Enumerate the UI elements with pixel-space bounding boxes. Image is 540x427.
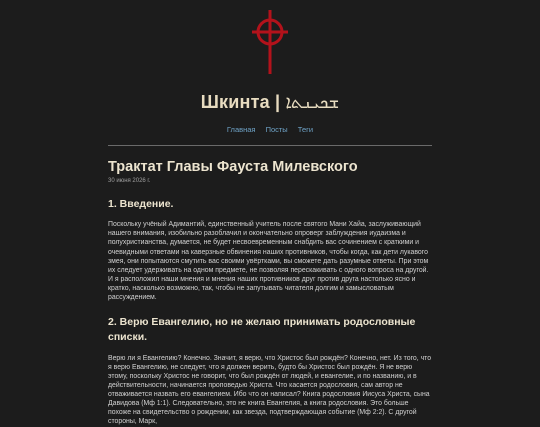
page <box>108 10 432 427</box>
section-text-introduction: Поскольку учёный Адимантий, единственный учитель после святого Мани Хайа, заслуживающий нашего внимания, изобильно разоблачил и окончательно опроверг заблуждения иудаизма и полухристианства, думается, не будет несвоевременным снабдить вас сочинением с краткими и очевидными ответами на каверзные обвинения наших противников, чтобы когда, как дети лукавого змея, они попытаются смутить вас своими увёртками, вы сможете дать разумные ответы. При этом их следует удерживать на одном предмете, не позволяя перескакивать с одного вопроса на другой. И я расположил наши мнения и мнения наших противников друг против друга настолько ясно и кратко, насколько возможно, так, чтобы не запутывать читателя долгим и замысловатым рассуждением. <box>108 221 429 302</box>
section-text-gospel: Верю ли я Евангелию? Конечно. Значит, я верю, что Христос был рождён? Конечно, нет. Из того, что я верю Евангелию, не следует, что я должен верить, будто бы Христос был рождён. Я не верю этому, поскольку Христос не говорит, что был рождён от людей, и евангелие, и по названию, и в действительности, начинается проповедью Христа. Что касается родословия, сам автор не отваживается назвать его евангелием. Ибо что он написал? Книга родословия Иисуса Христа, сына Давидова (Мф 1:1). Следовательно, это не книга Евангелия, а книга родословия. Это больше похоже на свидетельство о рождении, как звезда, подтверждающая событие (Мф 2:2). С другой стороны, Марк, <box>108 354 432 426</box>
nav-link-posts[interactable]: Посты <box>265 125 288 134</box>
site-title-text: Шкинта | <box>200 92 281 112</box>
nav-link-home[interactable]: Главная <box>226 125 256 134</box>
post-title: Трактат Главы Фауста Милевского <box>108 159 358 175</box>
section-heading-gospel: 2. Верю Евангелию, но не желаю принимать родословные списки. <box>108 316 416 344</box>
header-divider <box>108 145 432 146</box>
logo-emblem-icon[interactable] <box>248 10 292 74</box>
post-date: 30 июня 2026 г. <box>108 178 151 184</box>
site-title[interactable] <box>108 92 432 113</box>
site-title-script: ܫܟܝܢܬܐ <box>285 92 340 113</box>
nav-link-tags[interactable]: Теги <box>297 125 314 134</box>
section-heading-introduction: 1. Введение. <box>108 198 174 210</box>
main-nav <box>108 125 432 134</box>
